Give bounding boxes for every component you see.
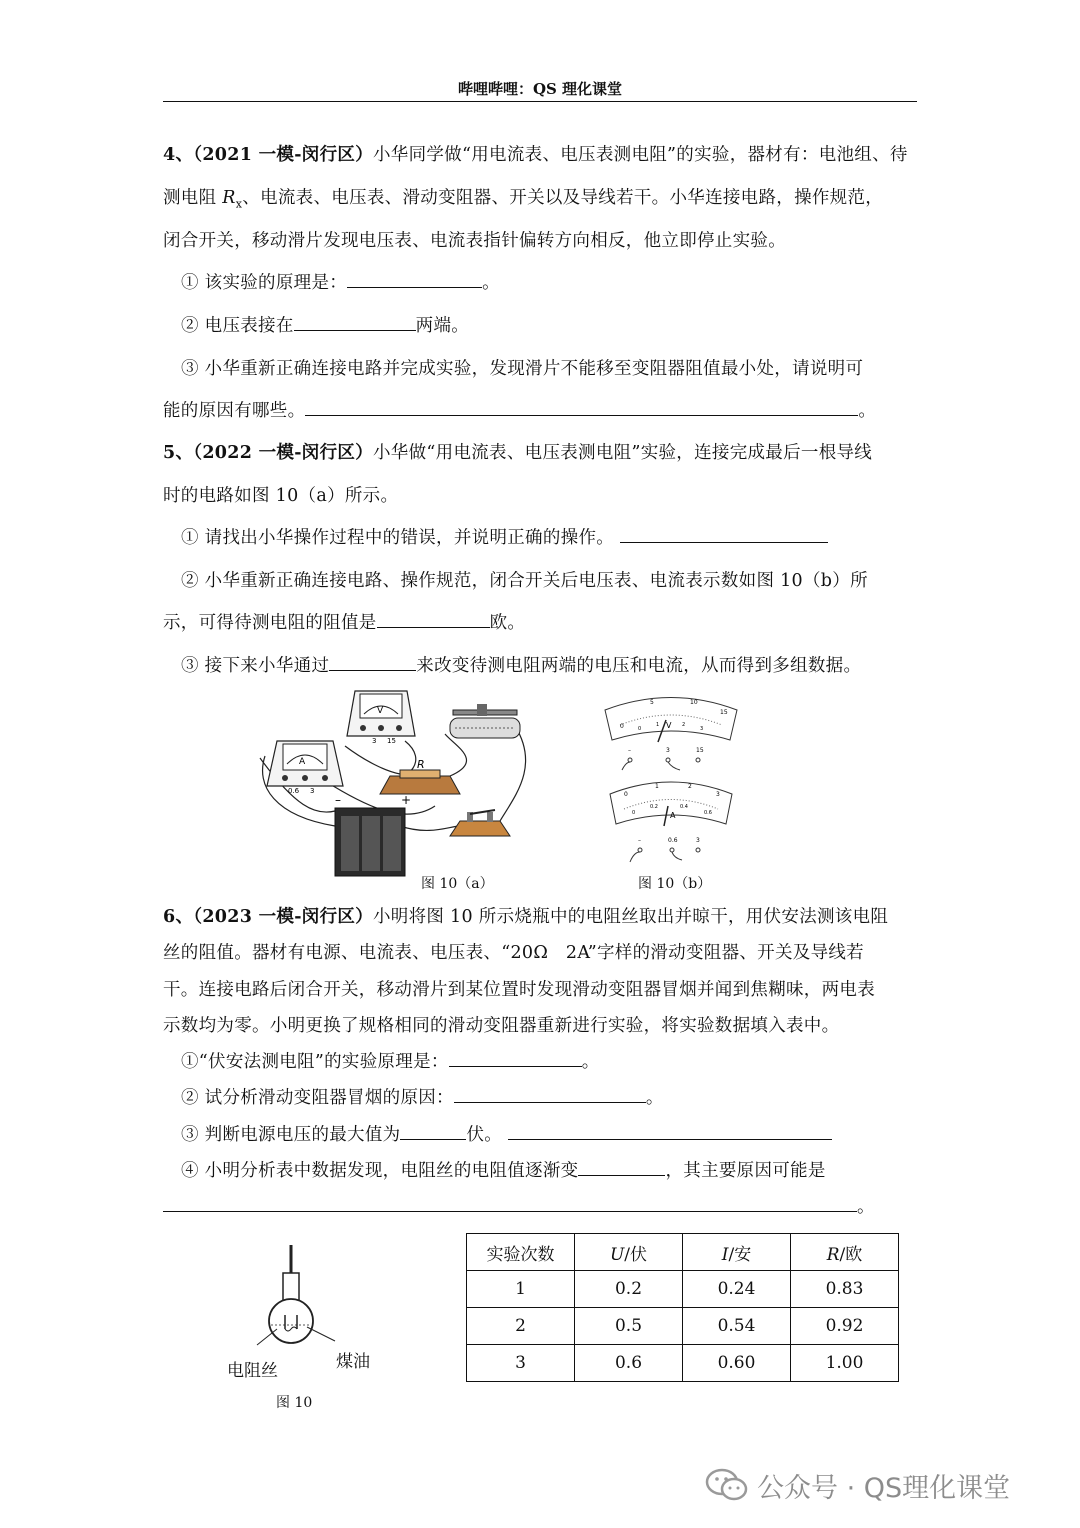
table-header-row — [467, 1234, 899, 1271]
header-current-unit: /安 — [728, 1244, 752, 1265]
q6-sub-2-text: ② 试分析滑动变阻器冒烟的原因： — [181, 1088, 454, 1108]
a-dial-3: 3 — [716, 791, 720, 798]
q6-sub-4-line-2 — [163, 1193, 875, 1218]
a-dial-inner-04: 0.4 — [680, 804, 688, 810]
voltmeter-terminal-15: 15 — [387, 737, 396, 745]
resistor-label: R — [417, 758, 425, 771]
q5-sub-2-end: 欧。 — [489, 613, 526, 633]
q6-sub-3 — [181, 1121, 832, 1146]
v-dial-0: 0 — [620, 723, 624, 730]
header-resistance — [791, 1234, 899, 1271]
q6-line-1 — [163, 903, 888, 928]
q4-line-3: 闭合开关，移动滑片发现电压表、电流表指针偏转方向相反，他立即停止实验。 — [163, 231, 786, 251]
voltmeter-dial-icon — [605, 698, 737, 771]
q6-sub-1-end: 。 — [581, 1052, 600, 1072]
q5-text-1: 小华做“用电流表、电压表测电阻”实验，连接完成最后一根导线 — [373, 443, 873, 463]
v-dial-5: 5 — [650, 699, 654, 706]
meter-readings-figure — [600, 690, 742, 870]
q6-blank-2[interactable] — [454, 1088, 646, 1103]
q5-sub-2: ② 小华重新正确连接电路、操作规范，闭合开关后电压表、电流表示数如图 10（b）所 — [181, 571, 868, 591]
voltmeter-icon — [347, 691, 415, 745]
figure-10-caption: 图 10 — [276, 1395, 313, 1411]
q5-blank-3[interactable] — [329, 656, 416, 671]
header-trial — [467, 1234, 575, 1271]
q6-line-2: 丝的阻值。器材有电源、电流表、电压表、“20Ω 2A”字样的滑动变阻器、开关及导线若 — [163, 943, 864, 963]
q4-sub-3-line-2 — [163, 397, 876, 422]
q6-sub-3-text: ③ 判断电源电压的最大值为 — [181, 1125, 401, 1145]
q6-blank-1[interactable] — [449, 1052, 582, 1067]
q4-sub-2-text: ② 电压表接在 — [181, 316, 294, 336]
q5-sub-1-text: ① 请找出小华操作过程中的错误，并说明正确的操作。 — [181, 528, 615, 548]
ammeter-terminal-06: 0.6 — [288, 787, 300, 795]
header-current — [683, 1234, 791, 1271]
q6-blank-3[interactable] — [400, 1125, 466, 1140]
q6-sub-2 — [181, 1084, 664, 1109]
q6-blank-4[interactable] — [578, 1161, 665, 1176]
v-dial-inner-2: 2 — [682, 722, 686, 728]
q6-line-3: 干。连接电路后闭合开关，移动滑片到某位置时发现滑动变阻器冒烟并闻到焦糊味，两电表 — [163, 980, 875, 1000]
q4-text-2a: 测电阻 — [163, 188, 223, 208]
q4-symbol-x: x — [235, 197, 243, 211]
q5-heading: 5、（2022 一模-闵行区） — [163, 443, 373, 463]
circuit-figure — [255, 686, 545, 881]
q5-sub-1 — [181, 524, 828, 549]
header-current-sym: I — [721, 1244, 729, 1265]
wechat-icon — [705, 1468, 749, 1502]
cell-resistance: 0.83 — [791, 1271, 899, 1308]
a-dial-1: 1 — [655, 783, 659, 790]
v-dial-unit: V — [666, 721, 672, 730]
q4-line-1 — [163, 141, 908, 166]
q4-blank-1[interactable] — [347, 273, 482, 288]
a-term-06: 0.6 — [668, 837, 678, 844]
q5-blank-2[interactable] — [377, 613, 490, 628]
q6-sub-1-text: ①“伏安法测电阻”的实验原理是： — [181, 1052, 449, 1072]
figure-10a-caption: 图 10（a） — [421, 876, 494, 892]
v-term-3: 3 — [666, 747, 670, 754]
q6-sub-2-end: 。 — [645, 1088, 664, 1108]
watermark-text: 公众号 · QS理化课堂 — [757, 1473, 1011, 1504]
q6-sub-4-end: 。 — [857, 1197, 875, 1217]
q4-heading: 4、（2021 一模-闵行区） — [163, 145, 373, 165]
cell-resistance: 0.92 — [791, 1308, 899, 1345]
q4-sub-3: ③ 小华重新正确连接电路并完成实验，发现滑片不能移至变阻器阻值最小处，请说明可 — [181, 359, 864, 379]
q4-sub-3-end: 。 — [858, 401, 877, 421]
a-term-3: 3 — [696, 837, 700, 844]
q5-sub-3 — [181, 652, 861, 677]
header-resistance-sym: R — [826, 1244, 840, 1265]
q5-blank-1[interactable] — [620, 528, 828, 543]
q6-line-4: 示数均为零。小明更换了规格相同的滑动变阻器重新进行实验，将实验数据填入表中。 — [163, 1016, 840, 1036]
flask-icon — [257, 1245, 335, 1345]
q4-symbol-r: R — [222, 188, 236, 208]
header-trial-text: 实验次数 — [486, 1244, 555, 1265]
cell-current: 0.54 — [683, 1308, 791, 1345]
q5-line-2: 时的电路如图 10（a）所示。 — [163, 486, 399, 506]
resistor-icon — [380, 758, 460, 794]
cell-voltage: 0.5 — [575, 1308, 683, 1345]
header-voltage-unit: /伏 — [624, 1244, 648, 1265]
page-header: 哔哩哔哩：QS 理化课堂 — [457, 80, 623, 98]
a-dial-0: 0 — [624, 791, 628, 798]
v-dial-10: 10 — [690, 699, 698, 706]
ammeter-label: A — [299, 757, 306, 767]
rheostat-icon — [450, 704, 520, 738]
battery-plus: + — [401, 793, 412, 807]
voltmeter-terminal-3: 3 — [372, 737, 377, 745]
header-rule — [163, 101, 917, 102]
a-dial-inner-06: 0.6 — [704, 810, 712, 816]
cell-resistance: 1.00 — [791, 1345, 899, 1382]
q4-sub-1 — [181, 269, 500, 294]
ammeter-terminal-3: 3 — [310, 787, 315, 795]
flask-figure — [255, 1243, 345, 1348]
header-voltage — [575, 1234, 683, 1271]
table-row — [467, 1308, 899, 1345]
v-dial-inner-1: 1 — [656, 722, 660, 728]
q5-sub-2-line-2 — [163, 609, 525, 634]
header-resistance-unit: /欧 — [839, 1244, 863, 1265]
v-term-minus: – — [628, 747, 631, 754]
battery-minus: – — [335, 793, 341, 807]
v-dial-inner-3: 3 — [700, 726, 704, 732]
table-row — [467, 1345, 899, 1382]
q5-sub-3-text: ③ 接下来小华通过 — [181, 656, 330, 676]
q6-heading: 6、（2023 一模-闵行区） — [163, 907, 373, 927]
voltmeter-label: V — [377, 706, 384, 716]
cell-voltage: 0.6 — [575, 1345, 683, 1382]
label-resistance-wire: 电阻丝 — [227, 1361, 278, 1381]
a-dial-2: 2 — [688, 783, 692, 790]
q6-blank-5[interactable] — [163, 1197, 857, 1212]
v-dial-15: 15 — [720, 709, 728, 716]
battery-icon — [335, 793, 411, 876]
header-voltage-sym: U — [609, 1244, 625, 1265]
cell-trial: 1 — [467, 1271, 575, 1308]
switch-icon — [450, 810, 510, 836]
q4-blank-3[interactable] — [305, 401, 858, 416]
ammeter-icon — [267, 741, 343, 795]
label-kerosene: 煤油 — [336, 1352, 370, 1372]
figure-10b-caption: 图 10（b） — [638, 876, 712, 892]
data-table — [466, 1233, 899, 1382]
q6-blank-3b[interactable] — [508, 1125, 832, 1140]
watermark — [705, 1466, 1010, 1505]
cell-current: 0.24 — [683, 1271, 791, 1308]
q6-sub-1 — [181, 1048, 600, 1073]
q6-sub-3-end: 伏。 — [466, 1125, 503, 1145]
ammeter-dial-icon — [610, 782, 732, 862]
a-dial-unit: A — [670, 811, 676, 820]
a-dial-inner-0: 0 — [632, 810, 636, 816]
q4-sub-2-end: 两端。 — [415, 316, 470, 336]
cell-trial: 2 — [467, 1308, 575, 1345]
a-dial-inner-02: 0.2 — [650, 804, 658, 810]
cell-current: 0.60 — [683, 1345, 791, 1382]
q6-text-1: 小明将图 10 所示烧瓶中的电阻丝取出并晾干，用伏安法测该电阻 — [373, 907, 889, 927]
q5-sub-3-end: 来改变待测电阻两端的电压和电流，从而得到多组数据。 — [416, 656, 862, 676]
a-term-minus: – — [638, 837, 641, 844]
table-row — [467, 1271, 899, 1308]
q4-line-2 — [163, 184, 883, 211]
q4-sub-3-text: 能的原因有哪些。 — [163, 401, 306, 421]
cell-voltage: 0.2 — [575, 1271, 683, 1308]
q4-blank-2[interactable] — [294, 316, 416, 331]
v-term-15: 15 — [696, 747, 704, 754]
q4-sub-1-text: ① 该实验的原理是： — [181, 273, 348, 293]
q4-text-2b: 、电流表、电压表、滑动变阻器、开关以及导线若干。小华连接电路，操作规范， — [242, 188, 884, 208]
q4-sub-1-end: 。 — [482, 273, 500, 293]
q6-sub-4 — [181, 1157, 826, 1182]
v-dial-inner-0: 0 — [638, 726, 642, 732]
q5-sub-2-text: 示，可得待测电阻的阻值是 — [163, 613, 377, 633]
q6-sub-4-text: ④ 小明分析表中数据发现，电阻丝的电阻值逐渐变 — [181, 1161, 579, 1181]
q5-line-1 — [163, 439, 872, 464]
q4-text-1: 小华同学做“用电流表、电压表测电阻”的实验，器材有：电池组、待 — [373, 145, 908, 165]
q4-sub-2 — [181, 312, 469, 337]
cell-trial: 3 — [467, 1345, 575, 1382]
q6-sub-4-text-b: ，其主要原因可能是 — [665, 1161, 826, 1181]
